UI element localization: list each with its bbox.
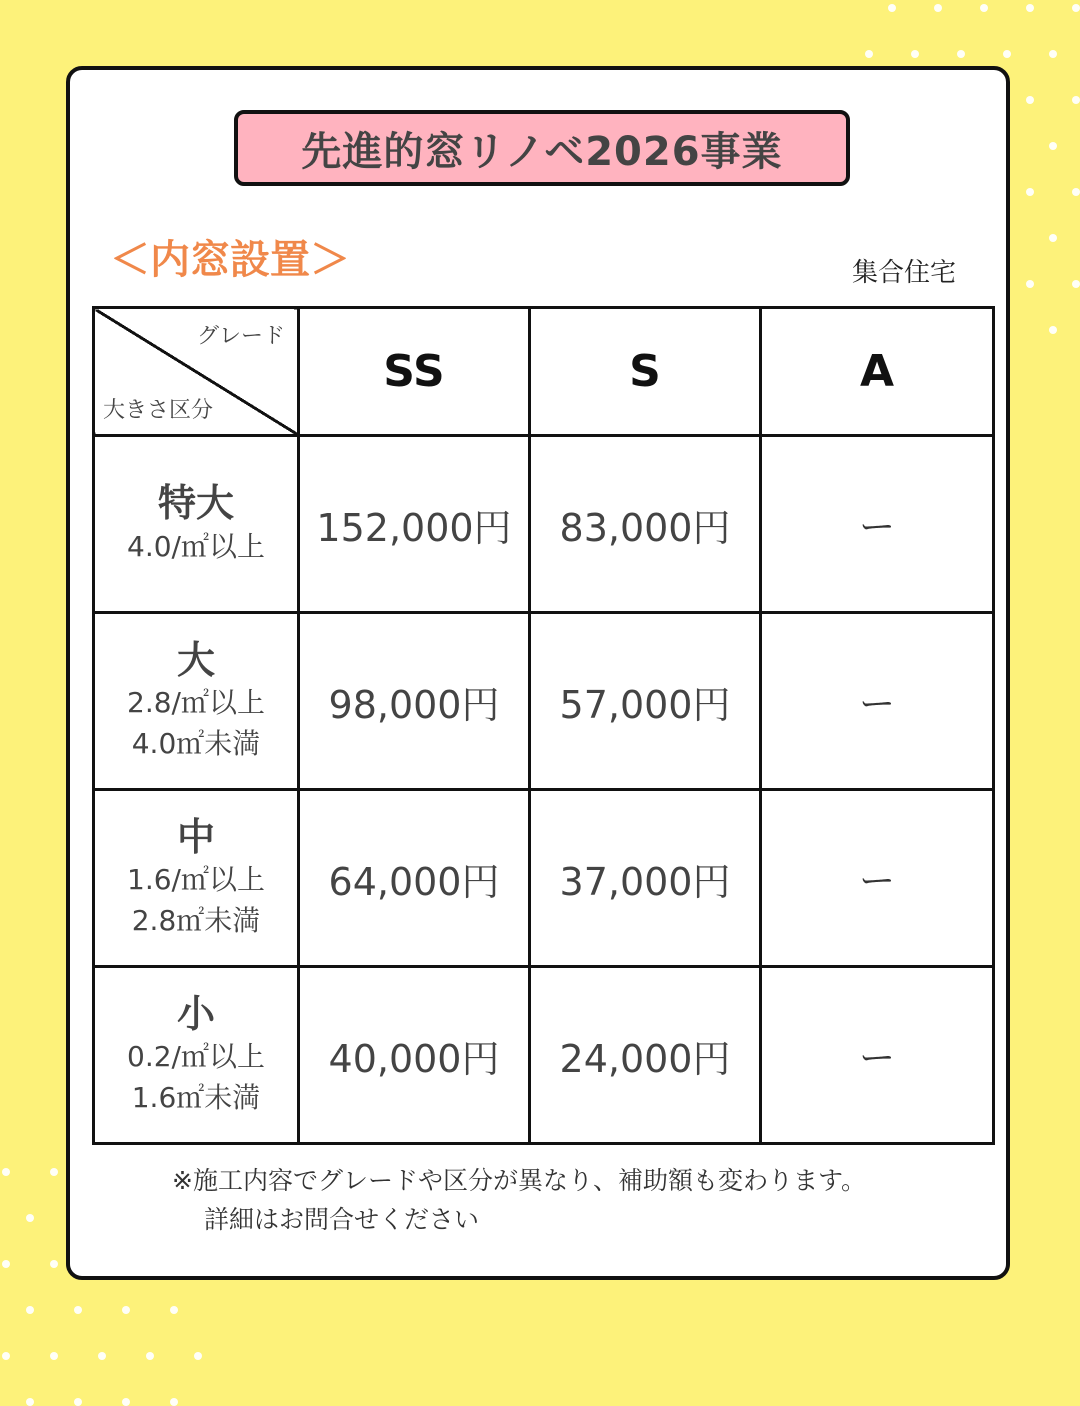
dot (26, 1398, 34, 1406)
price-cell: 64,000円 (299, 790, 530, 967)
dot (98, 1352, 106, 1360)
price-cell: ー (761, 967, 994, 1144)
size-range: 1.6㎡未満 (131, 1080, 261, 1114)
dot (2, 1168, 10, 1176)
price-cell: 57,000円 (530, 613, 761, 790)
dot (194, 1352, 202, 1360)
footnote-line: 詳細はお問合せください (204, 1204, 480, 1234)
table-header-row (94, 308, 994, 436)
footnote-line: ※施工内容でグレードや区分が異なり、補助額も変わります。 (172, 1166, 866, 1195)
size-cell (94, 436, 299, 613)
dot (1049, 142, 1057, 150)
size-cell (94, 613, 299, 790)
table-row (94, 790, 994, 967)
corner-grade-label: グレード (196, 324, 285, 349)
footnote (172, 1162, 866, 1240)
dot (1026, 280, 1034, 288)
subsidy-table (92, 306, 995, 1145)
price-cell: 24,000円 (530, 967, 761, 1144)
dot (50, 1352, 58, 1360)
dot (1049, 50, 1057, 58)
dot (146, 1352, 154, 1360)
dot (74, 1306, 82, 1314)
dot (122, 1306, 130, 1314)
table-row (94, 967, 994, 1144)
size-range: 2.8㎡未満 (131, 903, 261, 937)
dot (74, 1398, 82, 1406)
dot (1003, 50, 1011, 58)
price-cell: ー (761, 613, 994, 790)
dot (170, 1398, 178, 1406)
dot (1072, 188, 1080, 196)
size-range: 0.2/㎡以上 (127, 1040, 265, 1074)
grade-header-s: S (530, 308, 761, 436)
size-cell (94, 967, 299, 1144)
page-title: 先進的窓リノベ2026事業 (234, 110, 850, 186)
price-cell: 37,000円 (530, 790, 761, 967)
price-cell: 98,000円 (299, 613, 530, 790)
dot (1072, 4, 1080, 12)
size-name: 特大 (157, 480, 234, 525)
dot (1072, 96, 1080, 104)
grade-header-ss: SS (299, 308, 530, 436)
section-subtitle: ＜内窓設置＞ (110, 237, 350, 283)
dot (957, 50, 965, 58)
dot (1026, 96, 1034, 104)
info-card (66, 66, 1010, 1280)
price-cell: ー (761, 436, 994, 613)
price-cell: 152,000円 (299, 436, 530, 613)
housing-type-label: 集合住宅 (851, 258, 956, 288)
dot (50, 1168, 58, 1176)
price-cell: 40,000円 (299, 967, 530, 1144)
table-row (94, 436, 994, 613)
size-range: 1.6/㎡以上 (127, 863, 265, 897)
dot (26, 1306, 34, 1314)
size-range: 4.0/㎡以上 (127, 529, 265, 563)
price-cell: 83,000円 (530, 436, 761, 613)
grade-header-a: A (761, 308, 994, 436)
dot (26, 1214, 34, 1222)
size-name: 中 (176, 814, 215, 859)
dot (888, 4, 896, 12)
table-corner-cell (94, 308, 299, 436)
corner-size-label: 大きさ区分 (103, 398, 214, 423)
dot (1072, 280, 1080, 288)
dot (1049, 326, 1057, 334)
dot (911, 50, 919, 58)
dot (1049, 234, 1057, 242)
dot (50, 1260, 58, 1268)
dot (2, 1352, 10, 1360)
size-range: 4.0㎡未満 (131, 726, 261, 760)
dot (934, 4, 942, 12)
size-range: 2.8/㎡以上 (127, 686, 265, 720)
dot (1026, 188, 1034, 196)
table-row (94, 613, 994, 790)
dot (1026, 4, 1034, 12)
dot (122, 1398, 130, 1406)
size-name: 小 (176, 991, 215, 1036)
dot (2, 1260, 10, 1268)
dot (865, 50, 873, 58)
size-name: 大 (176, 637, 215, 682)
price-cell: ー (761, 790, 994, 967)
dot (980, 4, 988, 12)
dot (170, 1306, 178, 1314)
size-cell (94, 790, 299, 967)
